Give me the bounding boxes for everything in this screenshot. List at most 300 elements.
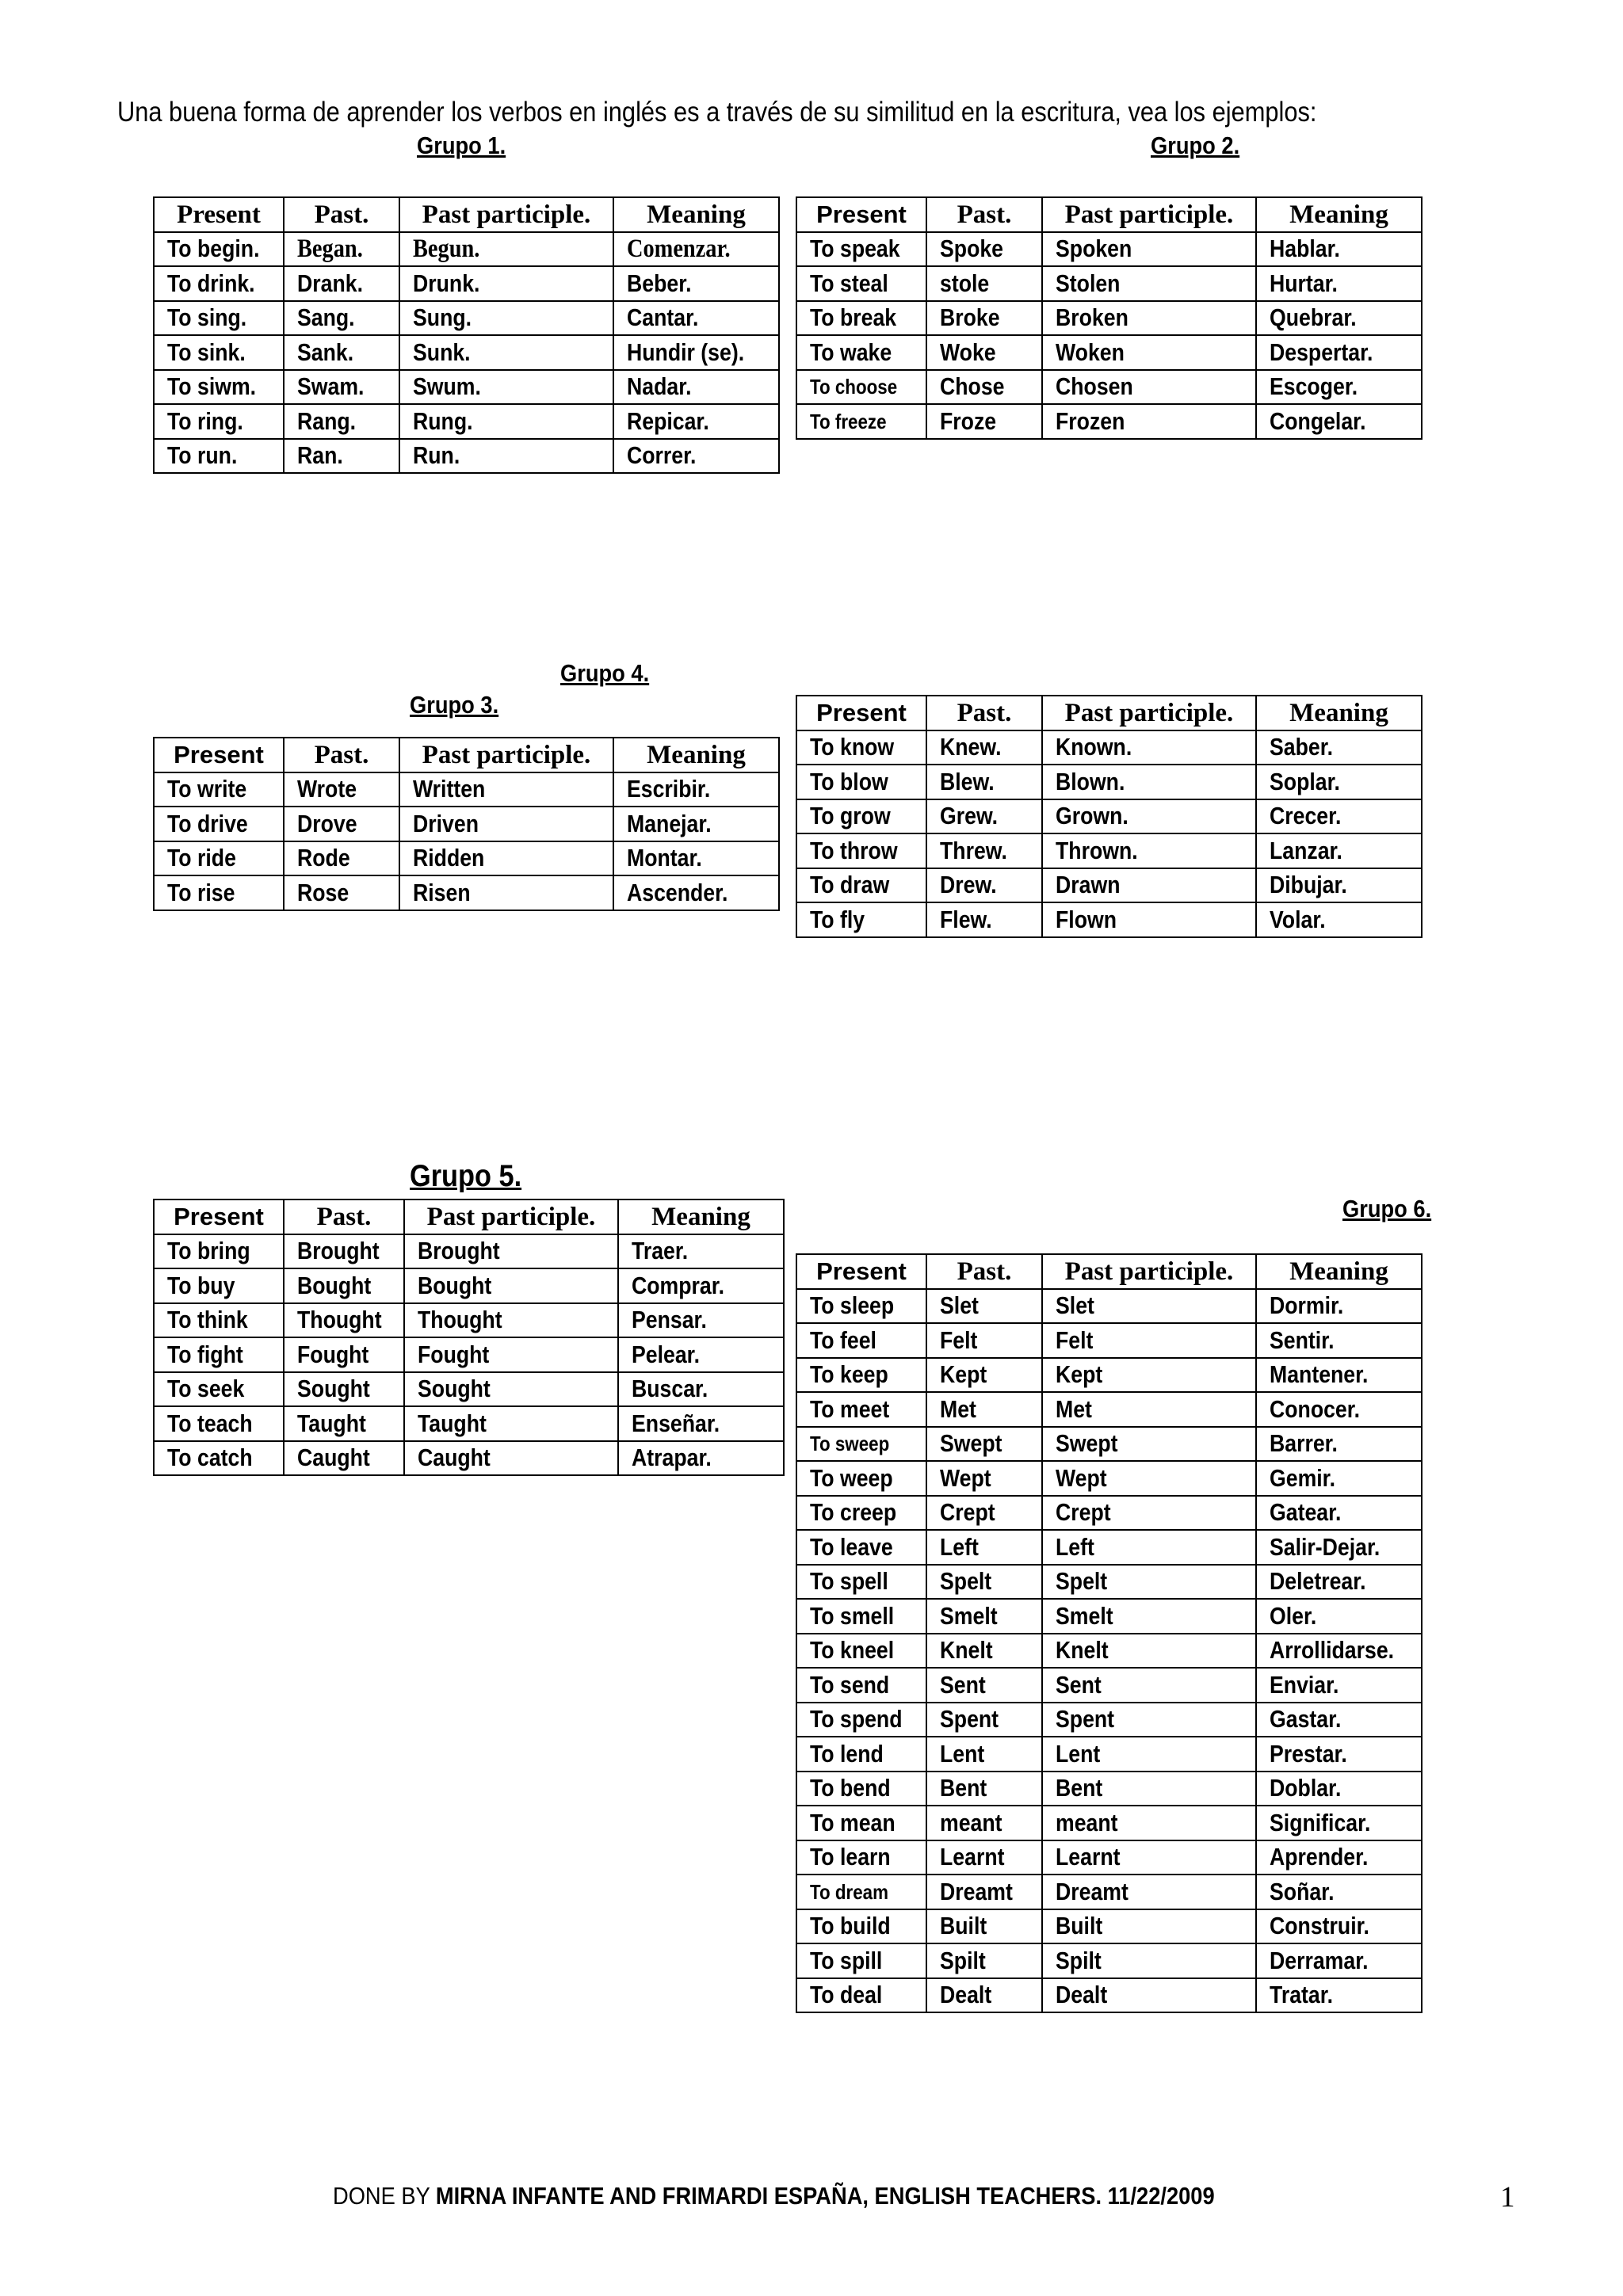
column-header-meaning: Meaning bbox=[613, 197, 779, 232]
footer-prefix: DONE BY bbox=[333, 2182, 436, 2210]
meaning-cell: Enviar. bbox=[1256, 1668, 1422, 1703]
past-cell: Spoke bbox=[926, 232, 1042, 267]
meaning-cell: Congelar. bbox=[1256, 404, 1422, 439]
past-participle-cell: Stolen bbox=[1042, 266, 1256, 301]
table-header-row bbox=[796, 1254, 1422, 1289]
present-cell: To sleep bbox=[796, 1289, 926, 1324]
past-cell: Rose bbox=[284, 875, 399, 910]
present-cell: To break bbox=[796, 301, 926, 336]
present-cell: To write bbox=[154, 772, 284, 807]
past-cell: Sought bbox=[284, 1372, 404, 1407]
past-cell: Fought bbox=[284, 1337, 404, 1372]
past-cell: Dealt bbox=[926, 1978, 1042, 2013]
past-cell: Built bbox=[926, 1909, 1042, 1944]
column-header-past-participle: Past participle. bbox=[404, 1199, 618, 1234]
past-cell: Ran. bbox=[284, 439, 399, 474]
column-header-past-participle: Past participle. bbox=[399, 197, 613, 232]
meaning-cell: Ascender. bbox=[613, 875, 779, 910]
present-cell: To seek bbox=[154, 1372, 284, 1407]
table-header-row bbox=[154, 1199, 784, 1234]
column-header-past: Past. bbox=[284, 1199, 404, 1234]
present-cell: To sweep bbox=[796, 1427, 926, 1462]
past-cell: Spent bbox=[926, 1703, 1042, 1737]
footer-authors: MIRNA INFANTE AND FRIMARDI ESPAÑA, ENGLISH TEACHERS. 11/22/2009 bbox=[435, 2182, 1215, 2210]
past-participle-cell: meant bbox=[1042, 1806, 1256, 1840]
past-participle-cell: Woken bbox=[1042, 335, 1256, 370]
past-cell: stole bbox=[926, 266, 1042, 301]
past-participle-cell: Wept bbox=[1042, 1461, 1256, 1496]
present-cell: To ride bbox=[154, 841, 284, 876]
meaning-cell: Buscar. bbox=[618, 1372, 784, 1407]
meaning-cell: Soñar. bbox=[1256, 1875, 1422, 1909]
table-row bbox=[796, 266, 1422, 301]
meaning-cell: Montar. bbox=[613, 841, 779, 876]
past-cell: Rang. bbox=[284, 404, 399, 439]
past-cell: Felt bbox=[926, 1323, 1042, 1358]
column-header-present: Present bbox=[796, 197, 926, 232]
table-header-row bbox=[154, 738, 779, 772]
table-row bbox=[154, 266, 779, 301]
meaning-cell: Sentir. bbox=[1256, 1323, 1422, 1358]
table-row bbox=[796, 730, 1422, 765]
group-2-table bbox=[796, 196, 1423, 440]
past-participle-cell: Dreamt bbox=[1042, 1875, 1256, 1909]
past-cell: Froze bbox=[926, 404, 1042, 439]
present-cell: To buy bbox=[154, 1268, 284, 1303]
past-participle-cell: Blown. bbox=[1042, 765, 1256, 799]
past-participle-cell: Caught bbox=[404, 1441, 618, 1476]
past-participle-cell: Learnt bbox=[1042, 1840, 1256, 1875]
meaning-cell: Saber. bbox=[1256, 730, 1422, 765]
past-participle-cell: Drunk. bbox=[399, 266, 613, 301]
present-cell: To dream bbox=[796, 1875, 926, 1909]
present-cell: To keep bbox=[796, 1358, 926, 1393]
table-row bbox=[154, 1337, 784, 1372]
past-cell: Began. bbox=[284, 232, 399, 267]
meaning-cell: Atrapar. bbox=[618, 1441, 784, 1476]
meaning-cell: Aprender. bbox=[1256, 1840, 1422, 1875]
table-row bbox=[796, 1772, 1422, 1806]
meaning-cell: Hundir (se). bbox=[613, 335, 779, 370]
past-participle-cell: Grown. bbox=[1042, 799, 1256, 834]
past-cell: Knew. bbox=[926, 730, 1042, 765]
present-cell: To sink. bbox=[154, 335, 284, 370]
past-participle-cell: Taught bbox=[404, 1406, 618, 1441]
meaning-cell: Manejar. bbox=[613, 807, 779, 841]
column-header-past: Past. bbox=[284, 197, 399, 232]
present-cell: To spill bbox=[796, 1943, 926, 1978]
present-cell: To send bbox=[796, 1668, 926, 1703]
table-row bbox=[154, 1268, 784, 1303]
table-row bbox=[154, 301, 779, 336]
meaning-cell: Gastar. bbox=[1256, 1703, 1422, 1737]
past-participle-cell: Bought bbox=[404, 1268, 618, 1303]
past-participle-cell: Kept bbox=[1042, 1358, 1256, 1393]
past-cell: Grew. bbox=[926, 799, 1042, 834]
table-row bbox=[796, 1599, 1422, 1634]
present-cell: To sing. bbox=[154, 301, 284, 336]
past-participle-cell: Felt bbox=[1042, 1323, 1256, 1358]
present-cell: To blow bbox=[796, 765, 926, 799]
group-3-table bbox=[153, 737, 780, 911]
past-cell: Taught bbox=[284, 1406, 404, 1441]
column-header-present: Present bbox=[796, 1254, 926, 1289]
past-cell: Threw. bbox=[926, 833, 1042, 868]
past-participle-cell: Spilt bbox=[1042, 1943, 1256, 1978]
meaning-cell: Doblar. bbox=[1256, 1772, 1422, 1806]
present-cell: To spend bbox=[796, 1703, 926, 1737]
past-participle-cell: Fought bbox=[404, 1337, 618, 1372]
past-participle-cell: Sunk. bbox=[399, 335, 613, 370]
table-row bbox=[154, 439, 779, 474]
meaning-cell: Conocer. bbox=[1256, 1392, 1422, 1427]
past-participle-cell: Thrown. bbox=[1042, 833, 1256, 868]
column-header-present: Present bbox=[154, 738, 284, 772]
group-6-title: Grupo 6. bbox=[1342, 1195, 1432, 1222]
present-cell: To speak bbox=[796, 232, 926, 267]
meaning-cell: Gemir. bbox=[1256, 1461, 1422, 1496]
table-header-row bbox=[796, 197, 1422, 232]
table-row bbox=[796, 1565, 1422, 1600]
present-cell: To choose bbox=[796, 370, 926, 405]
present-cell: To drive bbox=[154, 807, 284, 841]
past-cell: Met bbox=[926, 1392, 1042, 1427]
table-row bbox=[154, 1372, 784, 1407]
meaning-cell: Arrollidarse. bbox=[1256, 1634, 1422, 1669]
present-cell: To smell bbox=[796, 1599, 926, 1634]
past-participle-cell: Spent bbox=[1042, 1703, 1256, 1737]
meaning-cell: Significar. bbox=[1256, 1806, 1422, 1840]
past-participle-cell: Thought bbox=[404, 1303, 618, 1338]
table-row bbox=[796, 1461, 1422, 1496]
past-cell: Sent bbox=[926, 1668, 1042, 1703]
meaning-cell: Deletrear. bbox=[1256, 1565, 1422, 1600]
meaning-cell: Dormir. bbox=[1256, 1289, 1422, 1324]
page-number: 1 bbox=[1500, 2181, 1515, 2214]
present-cell: To drink. bbox=[154, 266, 284, 301]
table-row bbox=[154, 807, 779, 841]
column-header-meaning: Meaning bbox=[613, 738, 779, 772]
past-participle-cell: Lent bbox=[1042, 1737, 1256, 1772]
past-cell: Spilt bbox=[926, 1943, 1042, 1978]
column-header-meaning: Meaning bbox=[1256, 1254, 1422, 1289]
past-cell: Broke bbox=[926, 301, 1042, 336]
past-participle-cell: Sought bbox=[404, 1372, 618, 1407]
past-participle-cell: Drawn bbox=[1042, 868, 1256, 903]
past-cell: Drew. bbox=[926, 868, 1042, 903]
table-row bbox=[796, 232, 1422, 267]
present-cell: To spell bbox=[796, 1565, 926, 1600]
table-row bbox=[154, 335, 779, 370]
table-row bbox=[796, 1875, 1422, 1909]
present-cell: To lend bbox=[796, 1737, 926, 1772]
present-cell: To bend bbox=[796, 1772, 926, 1806]
table-row bbox=[796, 1496, 1422, 1531]
meaning-cell: Enseñar. bbox=[618, 1406, 784, 1441]
column-header-past-participle: Past participle. bbox=[399, 738, 613, 772]
present-cell: To wake bbox=[796, 335, 926, 370]
column-header-past-participle: Past participle. bbox=[1042, 1254, 1256, 1289]
column-header-past: Past. bbox=[926, 696, 1042, 730]
table-row bbox=[154, 875, 779, 910]
meaning-cell: Oler. bbox=[1256, 1599, 1422, 1634]
past-cell: Flew. bbox=[926, 902, 1042, 937]
table-row bbox=[796, 1358, 1422, 1393]
past-participle-cell: Met bbox=[1042, 1392, 1256, 1427]
past-cell: Swam. bbox=[284, 370, 399, 405]
table-row bbox=[796, 404, 1422, 439]
past-cell: Bent bbox=[926, 1772, 1042, 1806]
column-header-past-participle: Past participle. bbox=[1042, 197, 1256, 232]
present-cell: To catch bbox=[154, 1441, 284, 1476]
meaning-cell: Nadar. bbox=[613, 370, 779, 405]
meaning-cell: Repicar. bbox=[613, 404, 779, 439]
meaning-cell: Escoger. bbox=[1256, 370, 1422, 405]
present-cell: To creep bbox=[796, 1496, 926, 1531]
past-cell: Spelt bbox=[926, 1565, 1042, 1600]
past-participle-cell: Spelt bbox=[1042, 1565, 1256, 1600]
meaning-cell: Salir-Dejar. bbox=[1256, 1530, 1422, 1565]
past-participle-cell: Bent bbox=[1042, 1772, 1256, 1806]
table-row bbox=[796, 1840, 1422, 1875]
table-row bbox=[796, 370, 1422, 405]
table-row bbox=[154, 404, 779, 439]
present-cell: To kneel bbox=[796, 1634, 926, 1669]
table-row bbox=[796, 1806, 1422, 1840]
table-row bbox=[796, 1737, 1422, 1772]
past-participle-cell: Rung. bbox=[399, 404, 613, 439]
group-2-title: Grupo 2. bbox=[1151, 132, 1240, 159]
past-cell: Left bbox=[926, 1530, 1042, 1565]
present-cell: To grow bbox=[796, 799, 926, 834]
table-row bbox=[796, 868, 1422, 903]
present-cell: To meet bbox=[796, 1392, 926, 1427]
present-cell: To build bbox=[796, 1909, 926, 1944]
meaning-cell: Beber. bbox=[613, 266, 779, 301]
present-cell: To siwm. bbox=[154, 370, 284, 405]
present-cell: To ring. bbox=[154, 404, 284, 439]
group-1-title: Grupo 1. bbox=[417, 132, 506, 159]
table-row bbox=[796, 1392, 1422, 1427]
table-row bbox=[154, 772, 779, 807]
meaning-cell: Hurtar. bbox=[1256, 266, 1422, 301]
meaning-cell: Soplar. bbox=[1256, 765, 1422, 799]
meaning-cell: Lanzar. bbox=[1256, 833, 1422, 868]
table-row bbox=[154, 232, 779, 267]
past-participle-cell: Sung. bbox=[399, 301, 613, 336]
past-participle-cell: Knelt bbox=[1042, 1634, 1256, 1669]
column-header-past: Past. bbox=[926, 1254, 1042, 1289]
column-header-present: Present bbox=[796, 696, 926, 730]
table-row bbox=[796, 1634, 1422, 1669]
column-header-meaning: Meaning bbox=[1256, 696, 1422, 730]
past-cell: Thought bbox=[284, 1303, 404, 1338]
table-row bbox=[796, 833, 1422, 868]
group-5-table bbox=[153, 1199, 785, 1476]
past-cell: Drove bbox=[284, 807, 399, 841]
past-cell: Lent bbox=[926, 1737, 1042, 1772]
present-cell: To learn bbox=[796, 1840, 926, 1875]
group-6-table bbox=[796, 1253, 1423, 2013]
past-cell: Sank. bbox=[284, 335, 399, 370]
meaning-cell: Volar. bbox=[1256, 902, 1422, 937]
past-participle-cell: Known. bbox=[1042, 730, 1256, 765]
present-cell: To mean bbox=[796, 1806, 926, 1840]
meaning-cell: Comenzar. bbox=[613, 232, 779, 267]
meaning-cell: Pelear. bbox=[618, 1337, 784, 1372]
table-row bbox=[796, 1703, 1422, 1737]
past-participle-cell: Built bbox=[1042, 1909, 1256, 1944]
past-participle-cell: Crept bbox=[1042, 1496, 1256, 1531]
meaning-cell: Pensar. bbox=[618, 1303, 784, 1338]
intro-text: Una buena forma de aprender los verbos en inglés es a través de su similitud en la escritura, vea los ejemplos: bbox=[117, 97, 1317, 128]
meaning-cell: Dibujar. bbox=[1256, 868, 1422, 903]
table-row bbox=[154, 1441, 784, 1476]
past-cell: Blew. bbox=[926, 765, 1042, 799]
column-header-present: Present bbox=[154, 197, 284, 232]
group-5-title: Grupo 5. bbox=[410, 1159, 522, 1193]
past-cell: Bought bbox=[284, 1268, 404, 1303]
past-participle-cell: Swum. bbox=[399, 370, 613, 405]
past-participle-cell: Smelt bbox=[1042, 1599, 1256, 1634]
column-header-past: Past. bbox=[284, 738, 399, 772]
table-row bbox=[796, 1427, 1422, 1462]
table-row bbox=[154, 1303, 784, 1338]
meaning-cell: Cantar. bbox=[613, 301, 779, 336]
past-participle-cell: Risen bbox=[399, 875, 613, 910]
past-cell: Knelt bbox=[926, 1634, 1042, 1669]
present-cell: To weep bbox=[796, 1461, 926, 1496]
table-row bbox=[154, 1234, 784, 1269]
past-cell: Caught bbox=[284, 1441, 404, 1476]
present-cell: To begin. bbox=[154, 232, 284, 267]
present-cell: To leave bbox=[796, 1530, 926, 1565]
footer-credit bbox=[333, 2180, 1215, 2212]
table-row bbox=[796, 1530, 1422, 1565]
meaning-cell: Mantener. bbox=[1256, 1358, 1422, 1393]
past-participle-cell: Chosen bbox=[1042, 370, 1256, 405]
past-cell: meant bbox=[926, 1806, 1042, 1840]
past-cell: Slet bbox=[926, 1289, 1042, 1324]
meaning-cell: Crecer. bbox=[1256, 799, 1422, 834]
present-cell: To bring bbox=[154, 1234, 284, 1269]
present-cell: To deal bbox=[796, 1978, 926, 2013]
past-participle-cell: Ridden bbox=[399, 841, 613, 876]
past-cell: Drank. bbox=[284, 266, 399, 301]
group-3-title: Grupo 3. bbox=[410, 691, 499, 719]
past-participle-cell: Slet bbox=[1042, 1289, 1256, 1324]
past-cell: Swept bbox=[926, 1427, 1042, 1462]
present-cell: To rise bbox=[154, 875, 284, 910]
past-participle-cell: Frozen bbox=[1042, 404, 1256, 439]
past-participle-cell: Written bbox=[399, 772, 613, 807]
column-header-meaning: Meaning bbox=[1256, 197, 1422, 232]
column-header-past-participle: Past participle. bbox=[1042, 696, 1256, 730]
past-participle-cell: Flown bbox=[1042, 902, 1256, 937]
meaning-cell: Despertar. bbox=[1256, 335, 1422, 370]
present-cell: To think bbox=[154, 1303, 284, 1338]
column-header-present: Present bbox=[154, 1199, 284, 1234]
meaning-cell: Correr. bbox=[613, 439, 779, 474]
present-cell: To steal bbox=[796, 266, 926, 301]
column-header-meaning: Meaning bbox=[618, 1199, 784, 1234]
group-4-table bbox=[796, 695, 1423, 938]
table-row bbox=[796, 799, 1422, 834]
present-cell: To know bbox=[796, 730, 926, 765]
table-header-row bbox=[154, 197, 779, 232]
meaning-cell: Escribir. bbox=[613, 772, 779, 807]
past-participle-cell: Run. bbox=[399, 439, 613, 474]
table-row bbox=[154, 841, 779, 876]
meaning-cell: Hablar. bbox=[1256, 232, 1422, 267]
table-row bbox=[796, 1323, 1422, 1358]
past-cell: Wrote bbox=[284, 772, 399, 807]
past-participle-cell: Driven bbox=[399, 807, 613, 841]
table-row bbox=[154, 370, 779, 405]
meaning-cell: Quebrar. bbox=[1256, 301, 1422, 336]
table-row bbox=[796, 1668, 1422, 1703]
meaning-cell: Prestar. bbox=[1256, 1737, 1422, 1772]
meaning-cell: Construir. bbox=[1256, 1909, 1422, 1944]
table-row bbox=[796, 335, 1422, 370]
past-cell: Woke bbox=[926, 335, 1042, 370]
past-cell: Crept bbox=[926, 1496, 1042, 1531]
past-participle-cell: Sent bbox=[1042, 1668, 1256, 1703]
present-cell: To freeze bbox=[796, 404, 926, 439]
past-participle-cell: Spoken bbox=[1042, 232, 1256, 267]
past-cell: Smelt bbox=[926, 1599, 1042, 1634]
table-row bbox=[796, 301, 1422, 336]
present-cell: To run. bbox=[154, 439, 284, 474]
meaning-cell: Tratar. bbox=[1256, 1978, 1422, 2013]
group-1-table bbox=[153, 196, 780, 474]
present-cell: To fly bbox=[796, 902, 926, 937]
present-cell: To feel bbox=[796, 1323, 926, 1358]
past-participle-cell: Brought bbox=[404, 1234, 618, 1269]
past-participle-cell: Left bbox=[1042, 1530, 1256, 1565]
past-participle-cell: Broken bbox=[1042, 301, 1256, 336]
present-cell: To draw bbox=[796, 868, 926, 903]
past-cell: Wept bbox=[926, 1461, 1042, 1496]
table-header-row bbox=[796, 696, 1422, 730]
meaning-cell: Traer. bbox=[618, 1234, 784, 1269]
meaning-cell: Barrer. bbox=[1256, 1427, 1422, 1462]
meaning-cell: Derramar. bbox=[1256, 1943, 1422, 1978]
past-cell: Dreamt bbox=[926, 1875, 1042, 1909]
column-header-past: Past. bbox=[926, 197, 1042, 232]
present-cell: To teach bbox=[154, 1406, 284, 1441]
meaning-cell: Gatear. bbox=[1256, 1496, 1422, 1531]
table-row bbox=[796, 902, 1422, 937]
past-cell: Sang. bbox=[284, 301, 399, 336]
past-cell: Chose bbox=[926, 370, 1042, 405]
table-row bbox=[796, 1909, 1422, 1944]
meaning-cell: Comprar. bbox=[618, 1268, 784, 1303]
group-4-title: Grupo 4. bbox=[560, 659, 650, 687]
table-row bbox=[796, 1978, 1422, 2013]
past-cell: Brought bbox=[284, 1234, 404, 1269]
past-cell: Kept bbox=[926, 1358, 1042, 1393]
table-row bbox=[154, 1406, 784, 1441]
table-row bbox=[796, 765, 1422, 799]
present-cell: To throw bbox=[796, 833, 926, 868]
past-cell: Rode bbox=[284, 841, 399, 876]
past-participle-cell: Begun. bbox=[399, 232, 613, 267]
past-participle-cell: Dealt bbox=[1042, 1978, 1256, 2013]
table-row bbox=[796, 1289, 1422, 1324]
past-cell: Learnt bbox=[926, 1840, 1042, 1875]
past-participle-cell: Swept bbox=[1042, 1427, 1256, 1462]
